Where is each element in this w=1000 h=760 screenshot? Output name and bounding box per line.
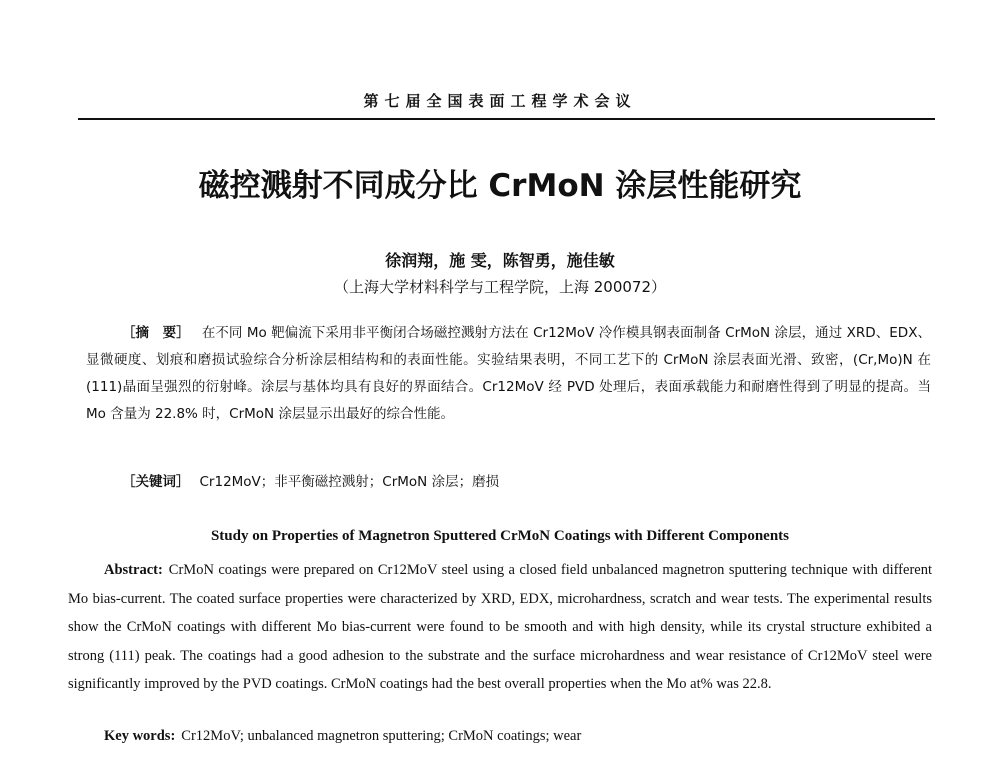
keywords-cn-text: Cr12MoV；非平衡磁控溅射；CrMoN 涂层；磨损 bbox=[199, 474, 500, 490]
abstract-en-text: CrMoN coatings were prepared on Cr12MoV steel using a closed field unbalanced magnetron sputtering technique with different Mo bias-current. The coated surface properties were characterized by XRD, EDX, microhardness, scratch and wear tests. The experimental results show the CrMoN coatings with different Mo bias-current were found to be smooth and with high density, while its crystal structure exhibited a strong (111) peak. The coatings had a good adhesion to the substrate and the surface microhardness and wear resistance of Cr12MoV steel were significantly improved by the PVD coatings. CrMoN coatings had the best overall properties when the Mo at% was 22.8. bbox=[68, 562, 932, 692]
paper-affiliation: （上海大学材料科学与工程学院，上海 200072） bbox=[333, 278, 667, 296]
keywords-en bbox=[104, 728, 581, 745]
keywords-en-label: Key words: bbox=[104, 728, 176, 744]
abstract-en-label: Abstract: bbox=[104, 562, 163, 578]
abstract-en bbox=[68, 556, 932, 699]
keywords-cn bbox=[122, 470, 499, 490]
header-rule bbox=[78, 118, 935, 120]
conference-header: 第七届全国表面工程学术会议 bbox=[363, 92, 637, 110]
paper-authors: 徐润翔，施 雯，陈智勇，施佳敏 bbox=[385, 251, 615, 270]
abstract-cn bbox=[86, 320, 931, 428]
abstract-cn-label: ［摘 要］ bbox=[122, 325, 190, 341]
abstract-cn-text: 在不同 Mo 靶偏流下采用非平衡闭合场磁控溅射方法在 Cr12MoV 冷作模具钢表面制备 CrMoN 涂层，通过 XRD、EDX、显微硬度、划痕和磨损试验综合分析涂层相结构和的表面性能。实验结果表明，不同工艺下的 CrMoN 涂层表面光滑、致密，(Cr,Mo)N 在(111)晶面呈强烈的衍射峰。涂层与基体均具有良好的界面结合。Cr12MoV 经 PVD 处理后，表面承载能力和耐磨性得到了明显的提高。当 Mo 含量为 22.8% 时，CrMoN 涂层显示出最好的综合性能。 bbox=[86, 325, 932, 422]
english-title: Study on Properties of Magnetron Sputtered CrMoN Coatings with Different Components bbox=[210, 528, 790, 544]
keywords-en-text: Cr12MoV; unbalanced magnetron sputtering; CrMoN coatings; wear bbox=[181, 728, 582, 744]
paper-title: 磁控溅射不同成分比 CrMoN 涂层性能研究 bbox=[198, 168, 802, 204]
keywords-cn-label: ［关键词］ bbox=[122, 474, 190, 490]
